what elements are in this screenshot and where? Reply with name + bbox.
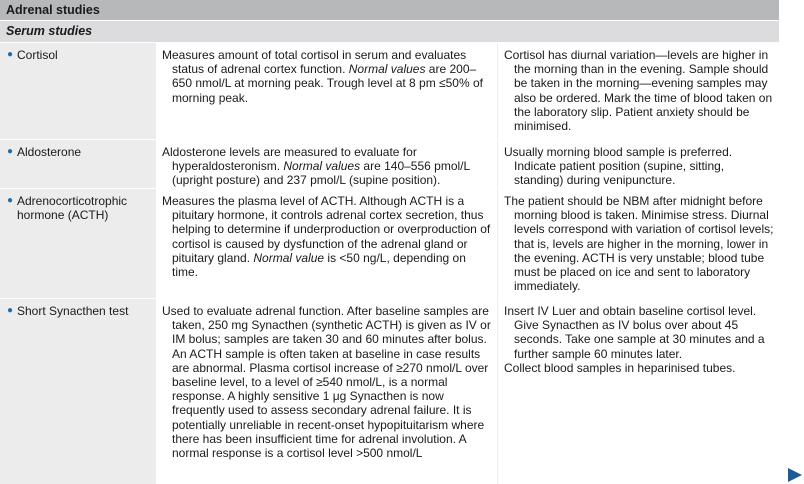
test-name-cell <box>0 189 155 298</box>
table-row-cortisol <box>0 43 779 139</box>
italic-term: Normal values <box>348 62 426 77</box>
test-name: Adrenocorticotrophic hormone (ACTH) <box>17 194 128 223</box>
description-text: Aldosterone levels are measured to evaluate for hyperaldosteronism. Normal values are 140–556 pmol/L (upright posture) and 237 pmol/L (supine position). <box>162 145 470 188</box>
description-cell <box>156 189 497 298</box>
notes-cell <box>498 140 779 188</box>
bullet-icon: ● <box>7 305 14 316</box>
italic-term: Normal values <box>283 159 361 174</box>
table-row-aldosterone <box>0 140 779 188</box>
bullet-icon: ● <box>7 49 14 60</box>
description-cell <box>156 299 497 484</box>
notes-text: Collect blood samples in heparinised tubes. <box>504 360 736 375</box>
test-name-cell <box>0 43 155 139</box>
description-text: Measures amount of total cortisol in serum and evaluates status of adrenal cortex function. Normal values are 200–650 nmol/L at morning peak. Trough level at 8 pm ≤50% of morning peak. <box>162 48 483 105</box>
subsection-title: Serum studies <box>0 21 779 42</box>
test-name-cell <box>0 299 155 484</box>
notes-text: The patient should be NBM after midnight before morning blood is taken. Minimise stress. Diurnal levels correspond with variation of cortisol levels; that is, levels are higher in the morning, lower in the evening. ACTH is very unstable; blood tube must be placed on ice and sent to laboratory immediately. <box>504 194 774 294</box>
next-page-arrow-icon[interactable] <box>788 468 802 482</box>
test-name: Cortisol <box>17 48 58 62</box>
description-text: Measures the plasma level of ACTH. Although ACTH is a pituitary hormone, it controls adrenal cortex secretion, thus helping to determine if underproduction or overproduction of cortisol is caused by dysfunction of the adrenal gland or pituitary gland. Normal value is <50 ng/L, depending on time. <box>162 194 491 280</box>
notes-cell <box>498 189 779 298</box>
description-cell <box>156 43 497 139</box>
test-name: Short Synacthen test <box>17 304 129 318</box>
table-row-short-synacthen <box>0 299 779 484</box>
section-title: Adrenal studies <box>0 0 779 20</box>
notes-cell <box>498 299 779 484</box>
bullet-icon: ● <box>7 195 14 206</box>
test-name-cell <box>0 140 155 188</box>
description-cell <box>156 140 497 188</box>
italic-term: Normal value <box>253 250 325 265</box>
notes-cell <box>498 43 779 139</box>
notes-text: Usually morning blood sample is preferred. Indicate patient position (supine, sitting, standing) during venipuncture. <box>504 145 733 188</box>
table-row-acth <box>0 189 779 298</box>
notes-text: Insert IV Luer and obtain baseline cortisol level. Give Synacthen as IV bolus over about 45 seconds. Take one sample at 30 minutes and a further sample 60 minutes later. <box>504 304 765 361</box>
test-name: Aldosterone <box>17 145 82 159</box>
bullet-icon: ● <box>7 146 14 157</box>
description-text: Used to evaluate adrenal function. After baseline samples are taken, 250 mg Synacthen (synthetic ACTH) is given as IV or IM bolus; samples are taken 30 and 60 minutes after bolus. An ACTH sample is often taken at baseline in case results are abnormal. Plasma cortisol increase of ≥270 nmol/L over baseline level, to a level of ≥540 nmol/L, is a normal response. A highly sensitive 1 μg Synacthen is now frequently used to assess secondary adrenal failure. It is potentially unreliable in recent-onset hypopituitarism where there has been insufficient time for adrenal involution. A normal response is a cortisol level >500 nmol/L <box>162 304 491 461</box>
notes-text: Cortisol has diurnal variation—levels are higher in the morning than in the evening. Sample should be taken in the morning—evening samples may also be ordered. Mark the time of blood taken on the laboratory slip. Patient anxiety should be minimised. <box>504 48 773 134</box>
